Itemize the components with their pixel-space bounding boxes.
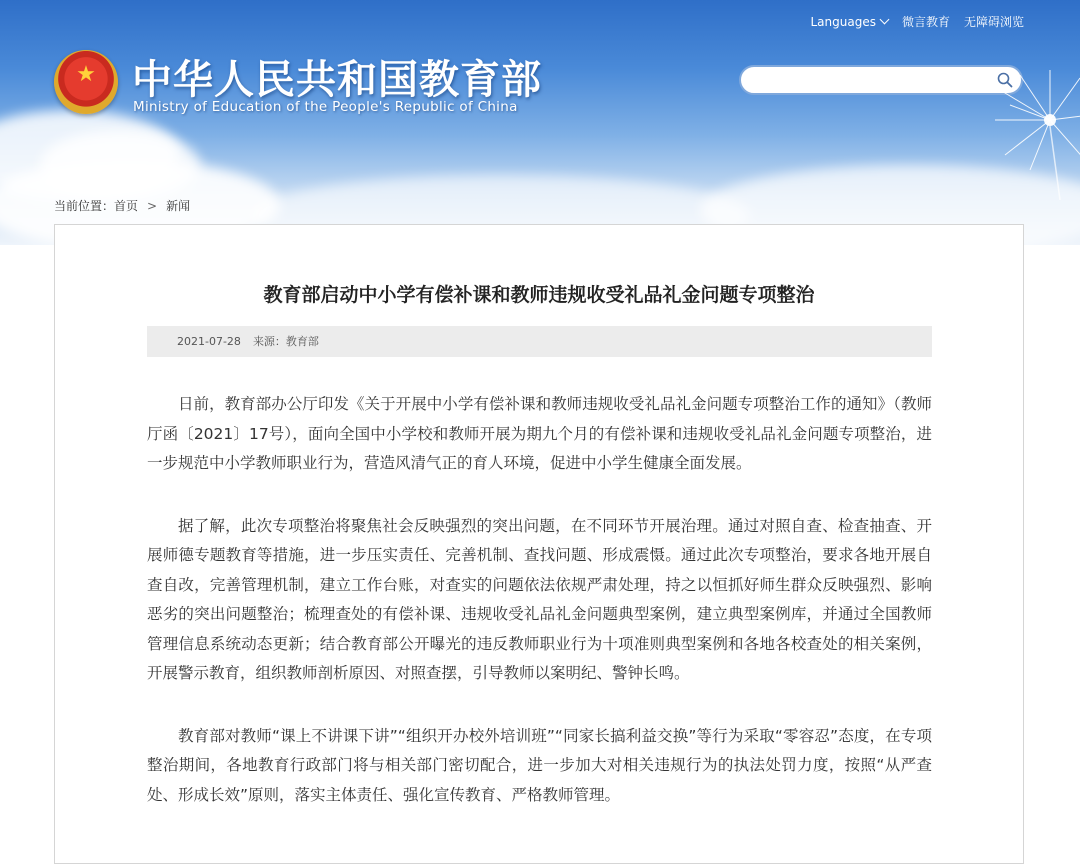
article-title: 教育部启动中小学有偿补课和教师违规收受礼品礼金问题专项整治 — [263, 284, 815, 306]
article-paragraph: 教育部对教师“课上不讲课下讲”“组织开办校外培训班”“同家长搞利益交换”等行为采取“零容忍”态度，在专项整治期间，各地教育行政部门将与相关部门密切配合，进一步加大对相关违规行为的执法处罚力度，按照“从严查处、形成长效”原则，落实主体责任、强化宣传教育、严格教师管理。 — [147, 726, 932, 804]
article-meta — [147, 326, 932, 357]
chevron-down-icon — [880, 14, 890, 24]
accessibility-link[interactable]: 无障碍浏览 — [963, 15, 1024, 29]
chevron-right-icon: > — [147, 199, 158, 213]
languages-menu[interactable] — [810, 15, 887, 29]
article-body — [147, 390, 932, 843]
article-date: 2021-07-28 — [177, 335, 241, 348]
article-paragraph: 日前，教育部办公厅印发《关于开展中小学有偿补课和教师违规收受礼品礼金问题专项整治工作的通知》（教师厅函〔2021〕17号），面向全国中小学校和教师开展为期九个月的有偿补课和违规收受礼品礼金问题专项整治，进一步规范中小学教师职业行为，营造风清气正的育人环境，促进中小学生健康全面发展。 — [147, 395, 932, 472]
article-source: 来源：教育部 — [252, 335, 319, 348]
national-emblem-icon — [54, 50, 118, 114]
article-panel — [54, 224, 1024, 864]
breadcrumb-prefix: 当前位置： — [54, 199, 115, 213]
search-input[interactable] — [753, 67, 997, 95]
languages-label: Languages — [810, 14, 876, 29]
site-subtitle: Ministry of Education of the People's Republic of China — [133, 99, 518, 115]
breadcrumb-home-link[interactable]: 首页 — [114, 199, 139, 213]
dandelion-decoration-icon — [980, 70, 1080, 200]
breadcrumb-current[interactable]: 新闻 — [166, 199, 191, 213]
article-paragraph: 据了解，此次专项整治将聚焦社会反映强烈的突出问题，在不同环节开展治理。通过对照自查、检查抽查、开展师德专题教育等措施，进一步压实责任、完善机制、查找问题、形成震慑。通过此次专项整治，要求各地开展自查自改，完善管理机制，建立工作台账，对查实的问题依法依规严肃处理，持之以恒抓好师生群众反映强烈、影响恶劣的突出问题整治；梳理查处的有偿补课、违规收受礼品礼金问题典型案例，建立典型案例库，并通过全国教师管理信息系统动态更新；结合教育部公开曝光的违反教师职业行为十项准则典型案例和各地各校查处的相关案例，开展警示教育，组织教师剖析原因、对照查摆，引导教师以案明纪、警钟长鸣。 — [147, 516, 932, 682]
site-title[interactable]: 中华人民共和国教育部 — [132, 57, 542, 103]
top-nav — [810, 13, 1024, 30]
weiyan-link[interactable]: 微言教育 — [901, 15, 950, 29]
breadcrumb — [54, 197, 190, 214]
